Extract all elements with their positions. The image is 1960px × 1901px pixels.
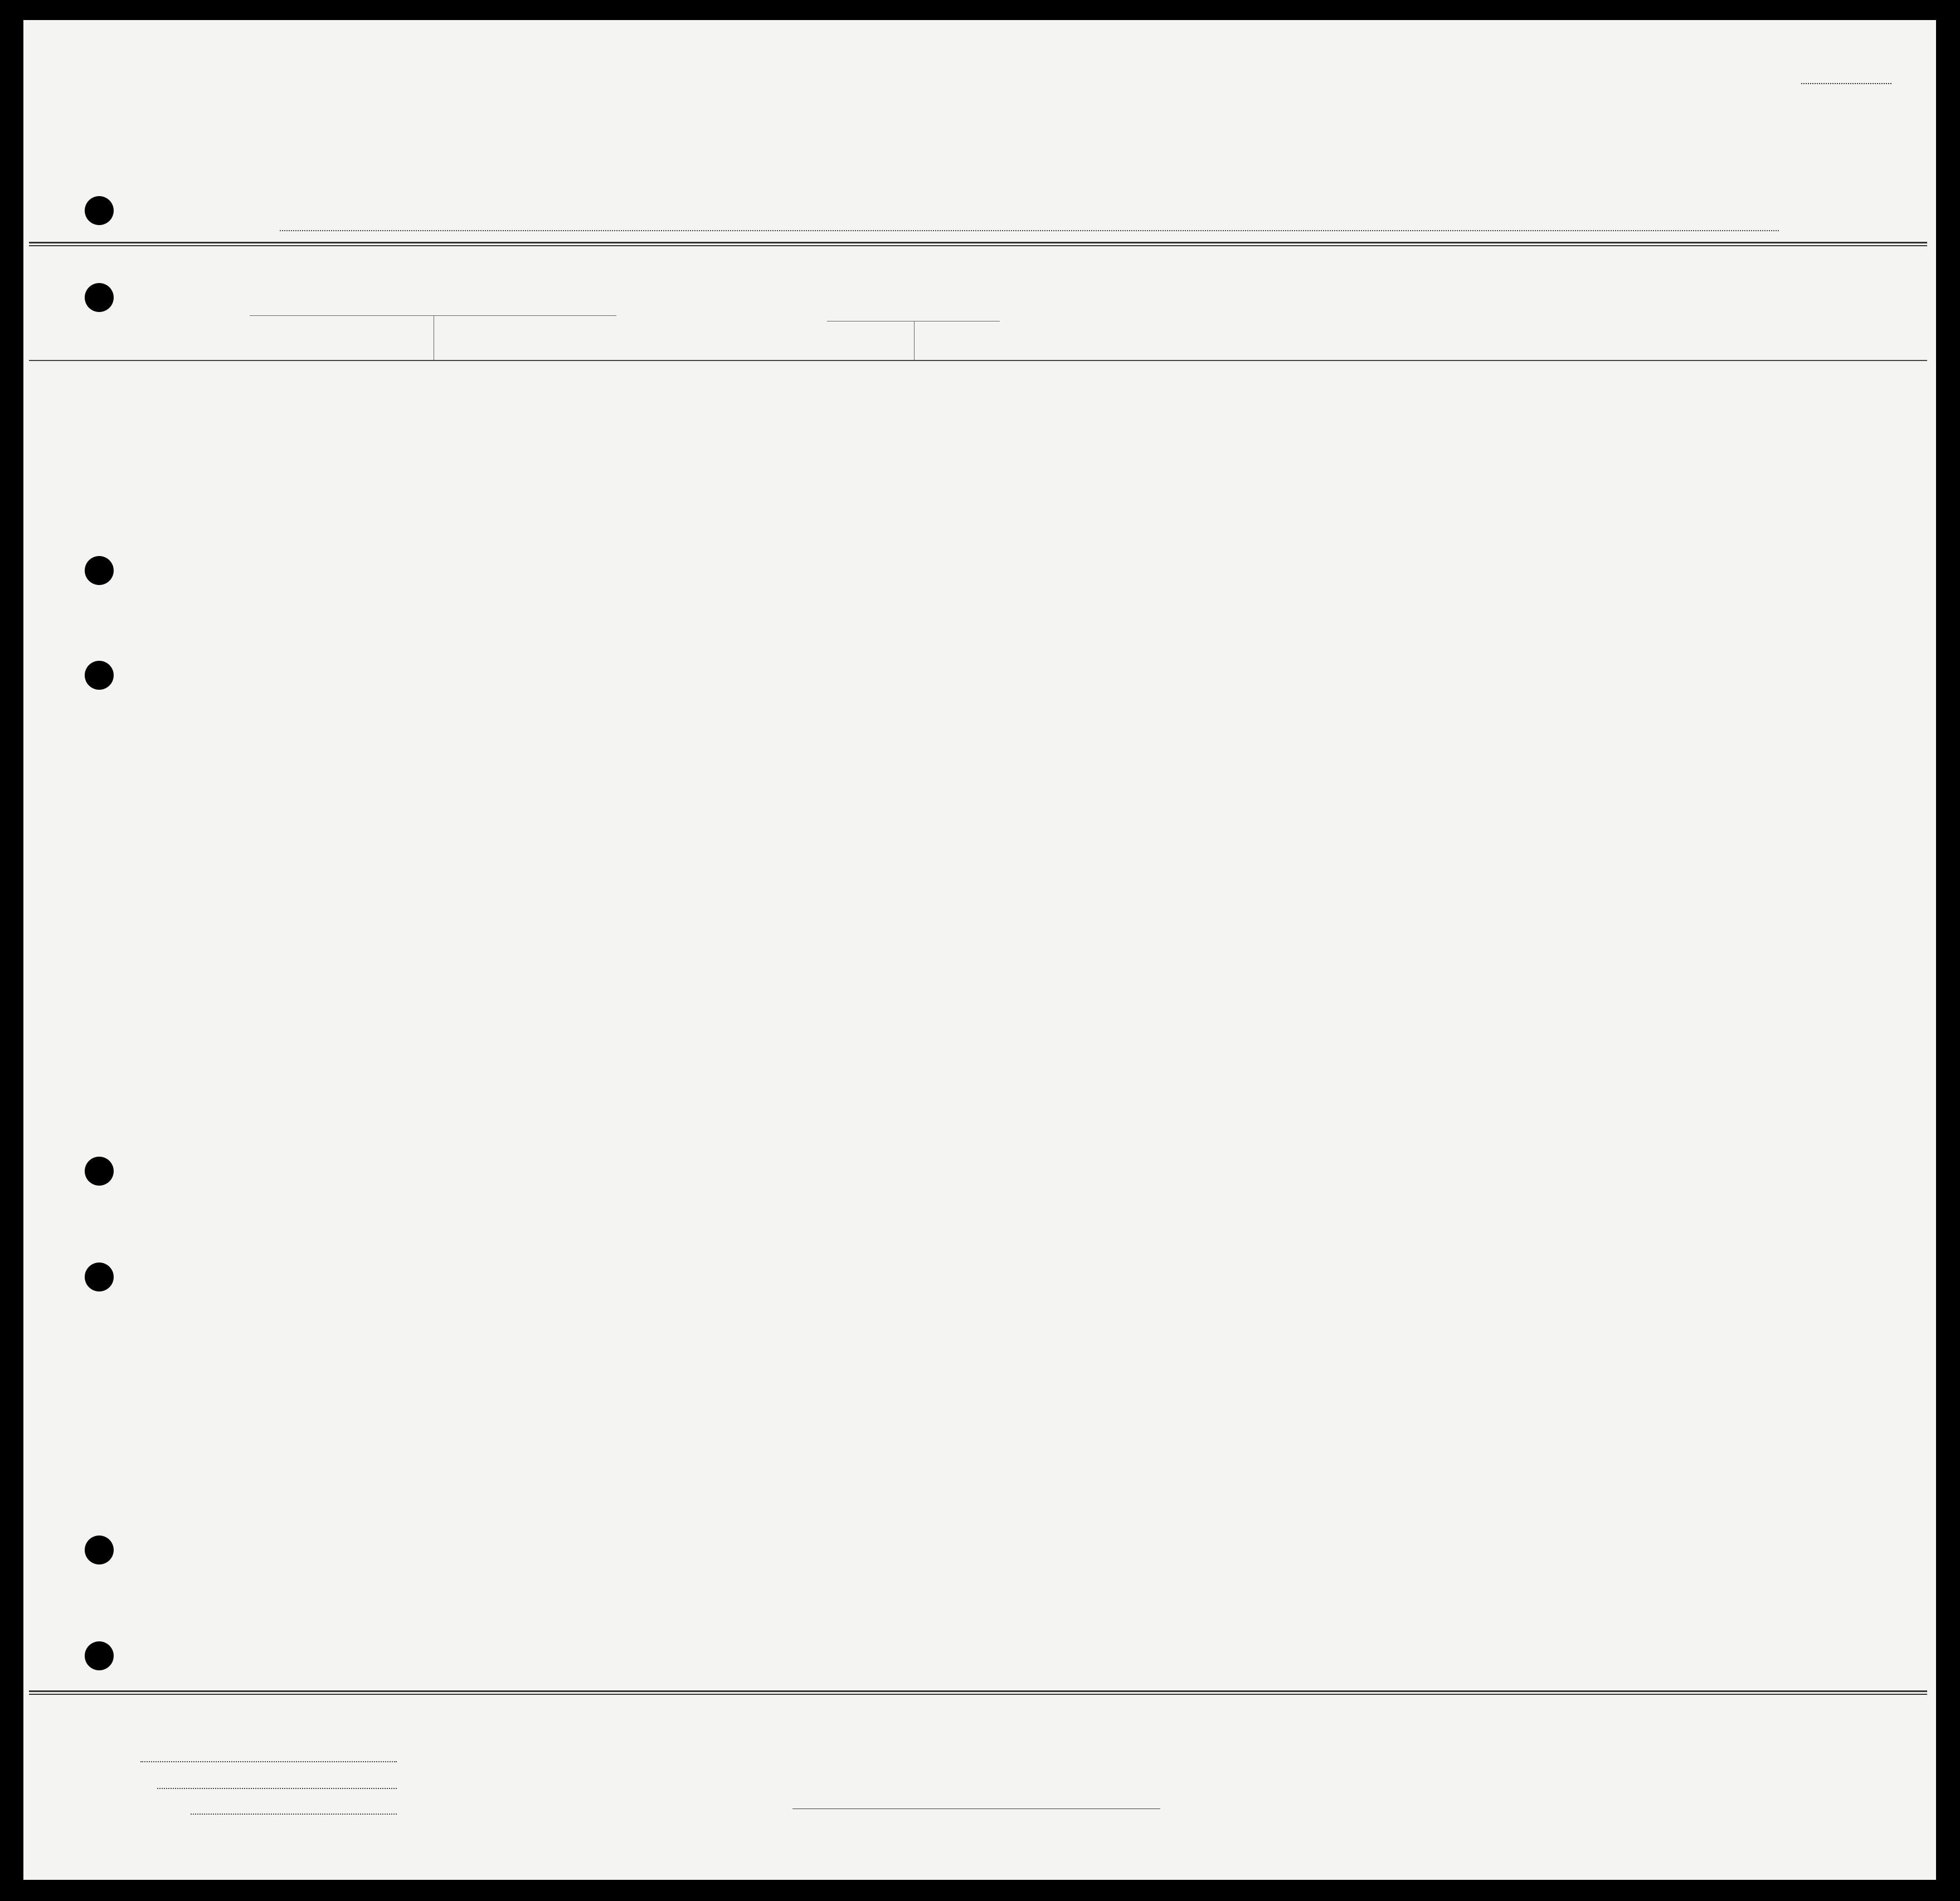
punch-hole	[85, 1536, 114, 1564]
punch-hole	[85, 661, 114, 690]
punch-hole	[85, 196, 114, 225]
punch-hole	[85, 1641, 114, 1670]
punch-hole	[85, 1263, 114, 1291]
punch-hole	[85, 283, 114, 312]
manifest-sheet	[23, 20, 1936, 1880]
punch-hole	[85, 556, 114, 585]
punch-hole	[85, 1157, 114, 1186]
